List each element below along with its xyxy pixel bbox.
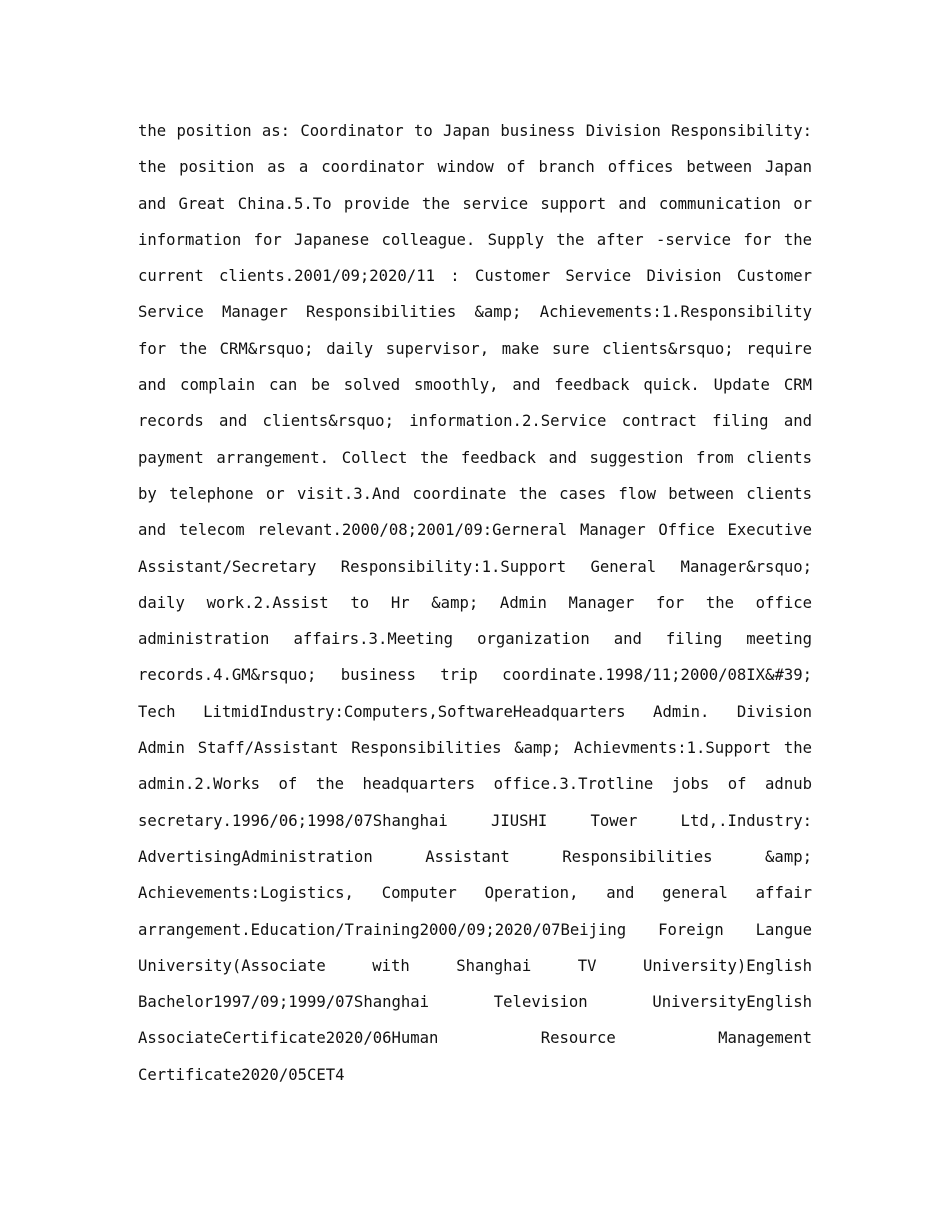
resume-body-text: the position as: Coordinator to Japan business Division Responsibility: the position as a coordinator window of branch offices between Japan and Great China.5.To provide the service support and communication or information for Japanese colleague. Supply the after -service for the current clients.2001/09;2020/11 : Customer Service Division Customer Service Manager Responsibilities &amp; Achievements:1.Responsibility for the CRM&rsquo; daily supervisor, make sure clients&rsquo; require and complain can be solved smoothly, and feedback quick. Update CRM records and clients&rsquo; information.2.Service contract filing and payment arrangement. Collect the feedback and suggestion from clients by telephone or visit.3.And coordinate the cases flow between clients and telecom relevant.2000/08;2001/09:Gerneral Manager Office Executive Assistant/Secretary Responsibility:1.Support General Manager&rsquo; daily work.2.Assist to Hr &amp; Admin Manager for the office administration affairs.3.Meeting organization and filing meeting records.4.GM&rsquo; business trip coordinate.1998/11;2000/08IX&#39; Tech LitmidIndustry:Computers,SoftwareHeadquarters Admin. Division Admin Staff/Assistant Responsibilities &amp; Achievments:1.Support the admin.2.Works of the headquarters office.3.Trotline jobs of adnub secretary.1996/06;1998/07Shanghai JIUSHI Tower Ltd,.Industry: AdvertisingAdministration Assistant Responsibilities &amp; Achievements:Logistics, Computer Operation, and general affair arrangement.Education/Training2000/09;2020/07Beijing Foreign Langue University(Associate with Shanghai TV University)English Bachelor1997/09;1999/07Shanghai Television UniversityEnglish AssociateCertificate2020/06Human Resource Management Certificate2020/05CET4 [138,122,812,1084]
